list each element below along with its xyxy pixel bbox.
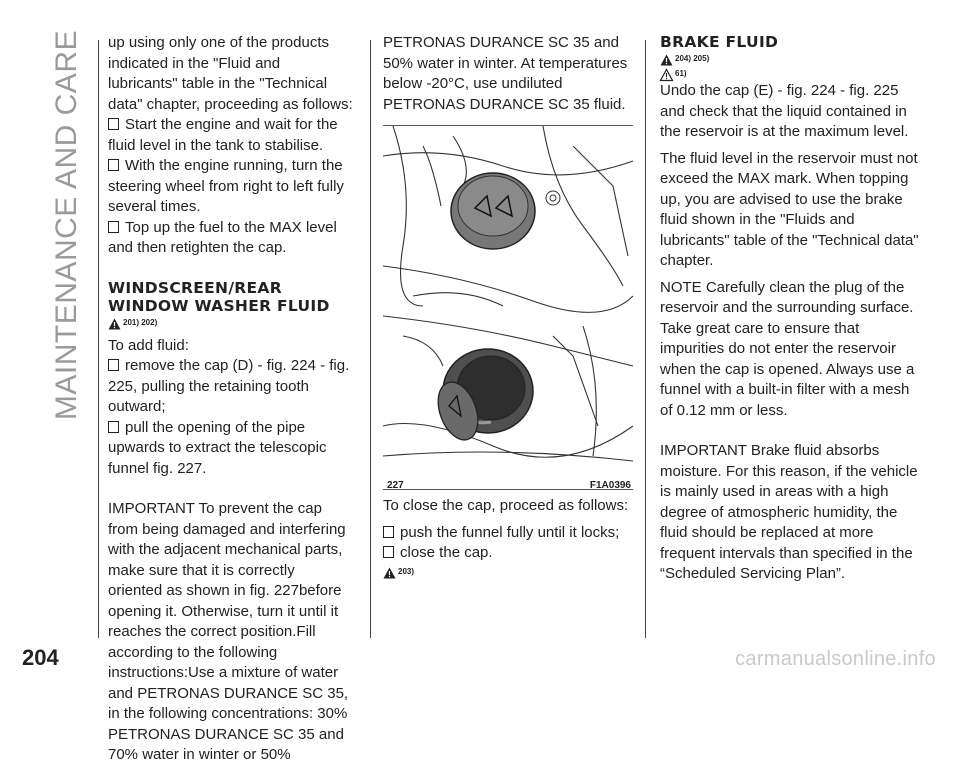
list-item: close the cap.: [383, 543, 633, 564]
column-1: [108, 33, 353, 766]
warning-reference-text: 204) 205): [675, 54, 710, 63]
list-item: Start the engine and wait for the fluid level in the tank to stabilise.: [108, 115, 353, 156]
paragraph: Undo the cap (E) - fig. 224 - fig. 225 and check that the liquid contained in the reservoir is at the maximum level.: [660, 82, 909, 140]
column-divider: [645, 40, 646, 638]
intro-paragraph: up using only one of the products indicated in the "Fluid and lubricants" table in the "Technical data" chapter, proceeding as follows:: [108, 34, 353, 113]
warning-reference: [660, 51, 920, 66]
section-heading-brake-fluid: BRAKE FLUID: [660, 33, 779, 51]
figure-code: F1A0396: [589, 480, 631, 491]
washer-reservoir-illustration: [383, 126, 633, 474]
chapter-side-title: MAINTENANCE AND CARE: [50, 30, 83, 421]
paragraph: The fluid level in the reservoir must not exceed the MAX mark. When topping up, you are advised to use the brake fluid shown in the "Fluids and lubricants" table of the "Technical data" chapter.: [660, 149, 919, 269]
note-paragraph: NOTE Carefully clean the plug of the reservoir and the surrounding surface. Take great care to ensure that impurities do not enter the reservoir when the cap is opened. Always use a funnel with a built-in filter with a mesh of 0.12 mm or less.: [660, 278, 915, 419]
warning-reference: [383, 564, 633, 579]
column-2: [383, 33, 633, 579]
list-item: pull the opening of the pipe upwards to extract the telescopic funnel fig. 227.: [108, 418, 353, 480]
figure-number: 227: [387, 480, 404, 491]
warning-triangle-icon: [383, 567, 396, 579]
list-item: With the engine running, turn the steering wheel from right to left fully several times.: [108, 156, 353, 218]
paragraph: To close the cap, proceed as follows:: [383, 497, 629, 514]
important-paragraph: IMPORTANT To prevent the cap from being damaged and interfering with the adjacent mechanical parts, make sure that it is correctly oriented as shown in fig. 227before opening it. Otherwise, turn it until it reaches the correct position.Fill according to the following instructions:Use a mixture of water and PETRONAS DURANCE SC 35, in the following concentrations: 30% PETRONAS DURANCE SC 35 and 70% water in winter or 50%: [108, 500, 349, 763]
column-3: [660, 33, 920, 585]
important-paragraph: IMPORTANT Brake fluid absorbs moisture. For this reason, if the vehicle is mainly used in areas with a high degree of atmospheric humidity, the fluid should be replaced at more frequent intervals than specified in the “Scheduled Servicing Plan”.: [660, 442, 918, 582]
caution-triangle-icon: [660, 69, 673, 81]
figure-227: [383, 125, 633, 490]
watermark: carmanualsonline.info: [735, 648, 936, 670]
caution-reference: [660, 66, 920, 81]
warning-triangle-icon: [660, 54, 673, 66]
list-item: remove the cap (D) - fig. 224 - fig. 225, pulling the retaining tooth outward;: [108, 356, 353, 418]
paragraph: To add fluid:: [108, 336, 189, 354]
warning-reference: [108, 315, 353, 330]
warning-reference-text: 203): [398, 566, 415, 576]
list-item: Top up the fuel to the MAX level and then retighten the cap.: [108, 218, 353, 259]
warning-reference-text: 201) 202): [123, 317, 158, 327]
paragraph: PETRONAS DURANCE SC 35 and 50% water in winter. At temperatures below -20°C, use undiluted PETRONAS DURANCE SC 35 fluid.: [383, 34, 628, 113]
section-heading-washer-fluid: WINDSCREEN/REAR WINDOW WASHER FLUID: [108, 278, 330, 315]
caution-reference-text: 61): [675, 69, 687, 78]
column-divider: [98, 40, 99, 638]
page-number: 204: [22, 645, 59, 670]
warning-triangle-icon: [108, 318, 121, 330]
column-divider: [370, 40, 371, 638]
list-item: push the funnel fully until it locks;: [383, 523, 633, 544]
